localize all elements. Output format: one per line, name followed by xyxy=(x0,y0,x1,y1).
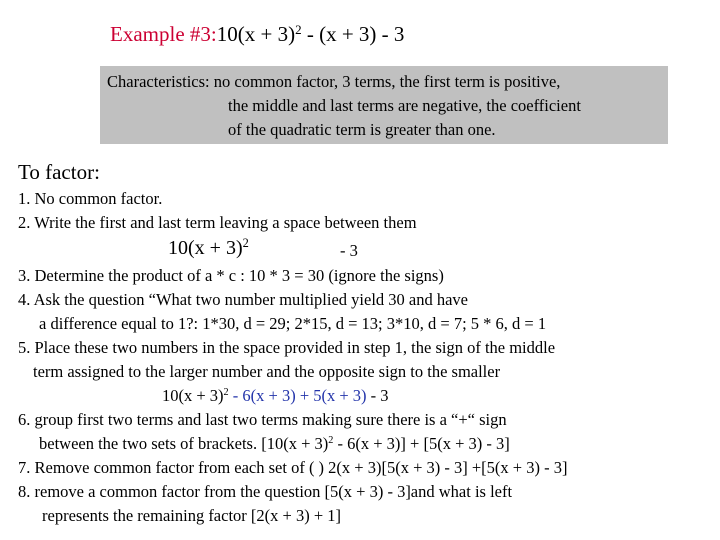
step-2-constant: - 3 xyxy=(340,241,358,260)
step-8-line-1: 8. remove a common factor from the question [5(x + 3) - 3]and what is left xyxy=(18,482,513,501)
step-6-line-2: between the two sets of brackets. $[10(x + 3)^2 - 6(x + 3)] + [5(x + 3) - 3]$ xyxy=(39,434,510,453)
to-factor-heading: To factor: xyxy=(18,160,100,184)
step-5-line-1: 5. Place these two numbers in the space provided in step 1, the sign of the middle xyxy=(18,338,556,357)
step-2: 2. Write the first and last term leaving a space between them xyxy=(18,213,417,232)
step-4-line-2: a difference equal to 1?: 1*30, d = 29; 2*15, d = 13; 3*10, d = 7; 5 * 6, d = 1 xyxy=(39,314,547,333)
example-expression: $10(x + 3)^2 - (x + 3) - 3$ xyxy=(216,21,405,46)
step-3: 3. Determine the product of a * c : 10 * 3 = 30 (ignore the signs) xyxy=(18,266,444,285)
characteristics-line-2: the middle and last terms are negative, the coefficient xyxy=(228,96,581,115)
characteristics-line-1: Characteristics: no common factor, 3 terms, the first term is positive, xyxy=(107,72,561,91)
step-7: 7. Remove common factor from each set of ( ) 2(x + 3)[5(x + 3) - 3] +[5(x + 3) - 3] xyxy=(18,458,568,477)
step-1: 1. No common factor. xyxy=(18,189,163,208)
step-6-line-1: 6. group first two terms and last two terms making sure there is a “+“ sign xyxy=(18,410,507,429)
step-2-expression: $10(x + 3)^2$ xyxy=(168,236,249,259)
step-4-line-1: 4. Ask the question “What two number multiplied yield 30 and have xyxy=(18,290,468,309)
step-5-highlight: - 6(x + 3) + 5(x + 3) xyxy=(228,386,367,405)
step-5-expression: $10(x + 3)^2 - 6(x + 3) + 5(x + 3) - 3$ xyxy=(162,386,389,405)
characteristics-box xyxy=(100,66,668,144)
step-8-line-2: represents the remaining factor [2(x + 3) + 1] xyxy=(42,506,341,525)
characteristics-line-3: of the quadratic term is greater than one. xyxy=(228,120,496,139)
example-label: Example #3: xyxy=(110,22,217,46)
step-5-line-2: term assigned to the larger number and the opposite sign to the smaller xyxy=(33,362,501,381)
example-title xyxy=(110,22,404,47)
